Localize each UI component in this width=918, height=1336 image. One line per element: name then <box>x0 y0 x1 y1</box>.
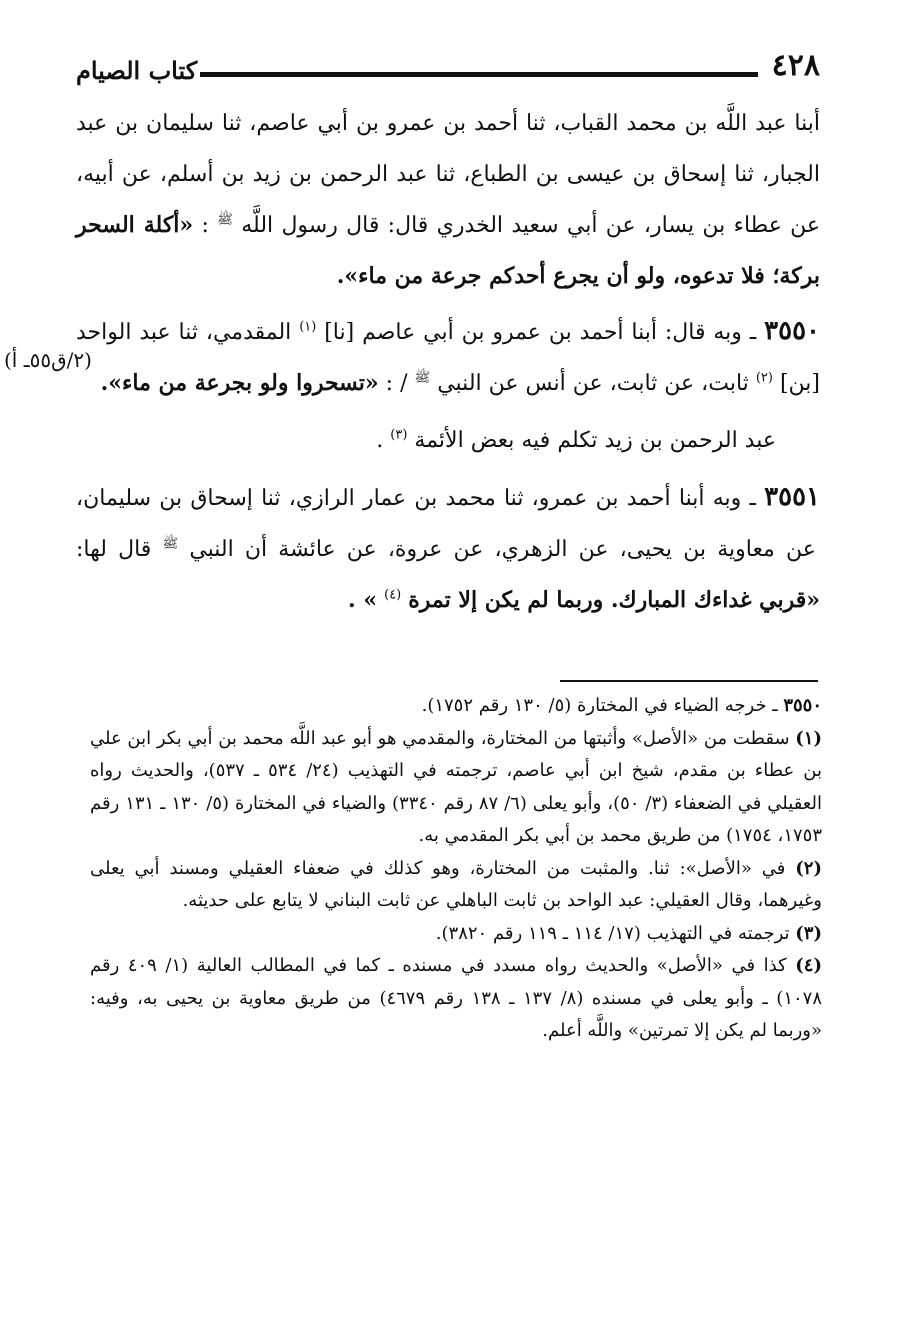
footnote-text: كذا في «الأصل» والحديث رواه مسدد في مسنده ـ كما في المطالب العالية (١/ ٤٠٩ رقم ١٠٧٨) ـ وأبو يعلى في مسنده (٨/ ١٣٧ ـ ١٣٨ رقم ٤٦٧٩) من طريق معاوية بن يحيى به، وفيه: «وربما لم يكن إلا تمرتين» واللَّه أعلم. <box>90 955 822 1041</box>
paragraph-text: عبد الرحمن بن زيد تكلم فيه بعض الأئمة <box>414 428 776 453</box>
footnotes <box>90 690 822 1048</box>
paragraph-comment <box>76 415 820 466</box>
footnote-ref-1[interactable]: (١) <box>299 319 317 335</box>
paragraph-hadith-3551 <box>76 472 820 626</box>
hadith-number: ٣٥٥١ <box>764 482 821 512</box>
footnote-text: في «الأصل»: ثنا. والمثبت من المختارة، وهو كذلك في ضعفاء العقيلي ومسند أبي يعلى وغيرهما، وقال العقيلي: عبد الواحد بن ثابت الباهلي عن ثابت البناني لا يتابع على حديثه. <box>90 857 822 911</box>
paragraph-hadith-3550 <box>76 306 820 409</box>
salla-mark: ﷺ <box>414 370 431 386</box>
footnote-marker: (٣) <box>795 922 822 944</box>
hadith-number: ٣٥٥٠ <box>764 316 821 346</box>
footnote-2 <box>90 853 822 918</box>
footnote-3 <box>90 918 822 951</box>
paragraph-text: أبنا عبد اللَّه بن محمد القباب، ثنا أحمد بن عمرو بن أبي عاصم، ثنا سليمان بن عبد الجبار، ثنا إسحاق بن عيسى بن الطباع، ثنا عبد الرحمن بن زيد بن أسلم، عن أبيه، عن عطاء بن يسار، عن أبي سعيد الخدري قال: قال رسول اللَّه <box>76 111 820 238</box>
footnote-marker: (٢) <box>795 857 822 879</box>
header-rule <box>200 72 758 77</box>
paragraph-1 <box>76 98 820 302</box>
paragraph-text: ثابت، عن ثابت، عن أنس عن النبي <box>437 371 749 396</box>
footnote-ref-2[interactable]: (٢) <box>755 370 773 386</box>
paragraph-text: ـ وبه أبنا أحمد بن عمرو، ثنا محمد بن عمار الرازي، ثنا إسحاق بن سليمان، عن معاوية بن يحيى، عن الزهري، عن عروة، عن عائشة أن النبي <box>76 486 816 562</box>
footnote-separator <box>560 680 818 682</box>
hadith-quote: «تسحروا ولو بجرعة من ماء». <box>100 370 379 396</box>
paragraph-text: / : <box>378 371 408 396</box>
footnote-marker: ٣٥٥٠ <box>783 695 822 716</box>
paragraph-end: . <box>376 428 384 453</box>
salla-mark: ﷺ <box>162 536 179 552</box>
page-number: ٤٢٨ <box>771 48 820 83</box>
hadith-quote: «قربي غداءك المبارك. وربما لم يكن إلا تمرة <box>408 587 820 613</box>
separator: : <box>193 213 209 238</box>
page-header <box>76 48 820 92</box>
footnote-1 <box>90 723 822 853</box>
running-title: كتاب الصيام <box>76 56 198 85</box>
footnote-ref-4[interactable]: (٤) <box>384 587 402 603</box>
footnote-ref-3[interactable]: (٣) <box>390 427 408 443</box>
salla-mark: ﷺ <box>217 212 233 228</box>
footnote-marker: (٤) <box>795 955 822 976</box>
paragraph-text: ـ وبه قال: أبنا أحمد بن عمرو بن أبي عاصم [نا] <box>324 320 757 345</box>
hadith-quote: «أكلة السحر بركة؛ فلا تدعوه، ولو أن يجرع أحدكم جرعة من ماء». <box>76 212 820 289</box>
footnote-4 <box>90 950 822 1048</box>
paragraph-text: قال لها: <box>76 537 152 562</box>
footnote-3550 <box>90 690 822 723</box>
footnote-text: سقطت من «الأصل» وأثبتها من المختارة، والمقدمي هو أبو عبد اللَّه محمد بن أبي بكر ابن علي بن عطاء بن مقدم، شيخ ابن أبي عاصم، ترجمته في التهذيب (٢٤/ ٥٣٤ ـ ٥٣٧)، والحديث رواه العقيلي في الضعفاء (٣/ ٥٠)، وأبو يعلى (٦/ ٨٧ رقم ٣٣٤٠) والضياء في المختارة (٥/ ١٣٠ ـ ١٣١ رقم ١٧٥٣، ١٧٥٤) من طريق محمد بن أبي بكر المقدمي به. <box>90 727 822 846</box>
footnote-marker: (١) <box>795 727 822 749</box>
footnote-text: ترجمته في التهذيب (١٧/ ١١٤ ـ ١١٩ رقم ٣٨٢٠). <box>435 922 796 944</box>
manuscript-folio-note: (٢/ق٥٥ـ أ) <box>4 348 92 372</box>
footnote-text: ـ خرجه الضياء في المختارة (٥/ ١٣٠ رقم ١٧٥٢). <box>421 695 784 716</box>
paragraph-text: المقدمي، ثنا عبد الواحد [بن] <box>76 320 820 396</box>
hadith-quote-end: » . <box>348 587 378 613</box>
main-text <box>76 98 820 626</box>
